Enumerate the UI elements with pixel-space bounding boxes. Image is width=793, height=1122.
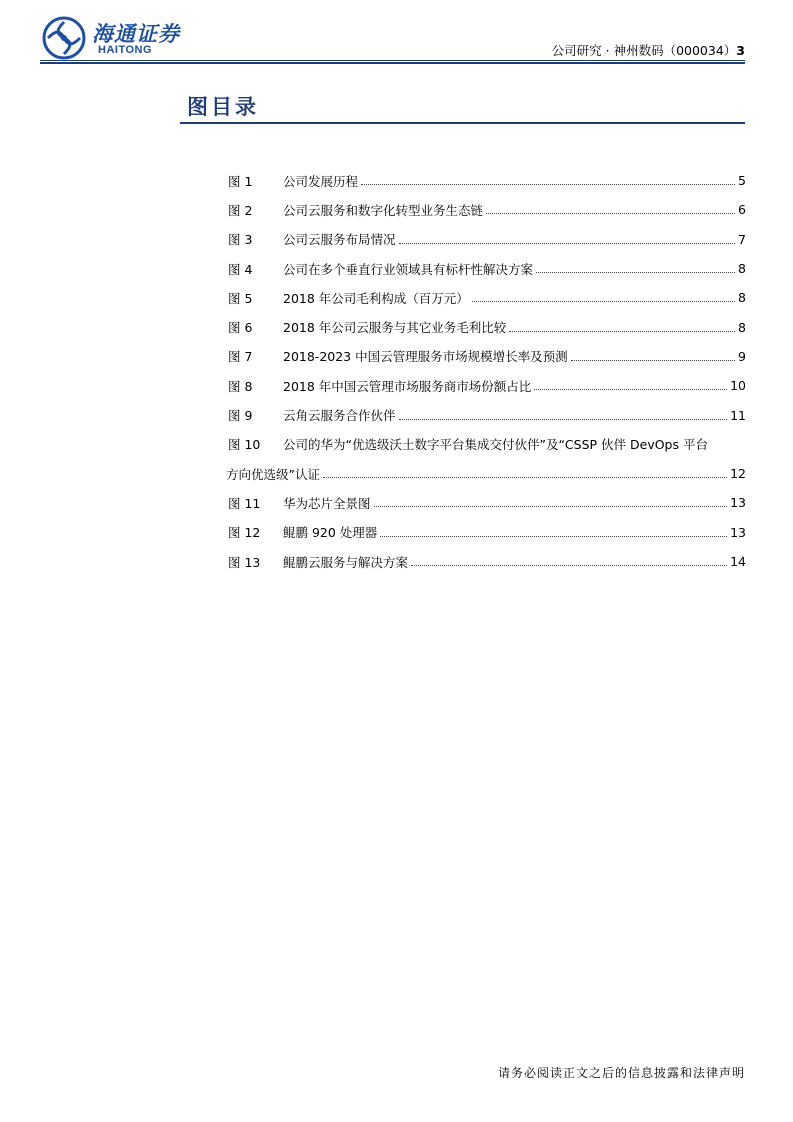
toc-leader	[361, 184, 735, 185]
toc-leader	[374, 506, 728, 507]
toc-text: 公司在多个垂直行业领域具有标杆性解决方案	[283, 261, 534, 277]
toc-label: 图 1	[228, 173, 253, 189]
header-page-number: 3	[736, 43, 745, 58]
toc-entry[interactable]	[228, 283, 746, 312]
toc-text: 公司云服务布局情况	[283, 232, 396, 248]
toc-label: 图 3	[228, 232, 253, 248]
toc-entry-multiline[interactable]	[228, 430, 746, 489]
toc-text: 2018 年公司云服务与其它业务毛利比较	[283, 320, 507, 336]
toc-page: 14	[730, 554, 746, 569]
toc-entry[interactable]	[228, 400, 746, 429]
toc-page: 8	[738, 319, 746, 335]
toc-page: 8	[738, 261, 746, 277]
toc-entry[interactable]	[228, 225, 746, 254]
toc-label: 图 2	[228, 202, 253, 218]
toc-page: 5	[738, 173, 746, 189]
toc-text: 华为芯片全景图	[283, 495, 371, 511]
toc-entry[interactable]	[228, 254, 746, 283]
toc-label: 图 10	[228, 437, 261, 453]
toc-entry[interactable]	[228, 166, 746, 195]
toc-label: 图 9	[228, 408, 253, 424]
header-divider	[40, 60, 745, 61]
toc-leader	[534, 389, 727, 390]
toc-text: 2018-2023 中国云管理服务市场规模增长率及预测	[283, 349, 568, 365]
toc-text: 鲲鹏云服务与解决方案	[283, 554, 409, 570]
toc-leader	[571, 360, 735, 361]
toc-text: 鲲鹏 920 处理器	[283, 525, 378, 541]
toc-text: 2018 年公司毛利构成（百万元）	[283, 290, 469, 306]
disclaimer-footer: 请务必阅读正文之后的信息披露和法律声明	[497, 1066, 745, 1080]
toc-page: 7	[738, 231, 746, 247]
figure-list	[228, 166, 746, 576]
toc-leader	[323, 477, 727, 478]
toc-label: 图 5	[228, 290, 253, 306]
toc-label: 图 4	[228, 261, 253, 277]
haitong-logo-icon	[42, 16, 86, 60]
toc-leader	[399, 243, 736, 244]
toc-label: 图 6	[228, 320, 253, 336]
toc-entry[interactable]	[228, 371, 746, 400]
toc-entry[interactable]	[228, 547, 746, 576]
toc-page: 9	[738, 348, 746, 364]
toc-label: 图 11	[228, 495, 261, 511]
header-divider-thick	[40, 62, 745, 64]
toc-page: 8	[738, 290, 746, 306]
page-title: 图目录	[187, 95, 259, 119]
toc-leader	[536, 272, 735, 273]
title-underline	[180, 122, 745, 124]
header-report-title: 公司研究 · 神州数码（000034）	[551, 43, 737, 58]
toc-text-line1: 公司的华为“优选级沃土数字平台集成交付伙伴”及“CSSP 伙伴 DevOps 平台	[283, 437, 708, 453]
toc-page: 6	[738, 202, 746, 218]
toc-entry[interactable]	[228, 195, 746, 224]
toc-label: 图 12	[228, 525, 261, 541]
logo-english-name: HAITONG	[98, 44, 153, 56]
toc-leader	[486, 213, 735, 214]
haitong-logo	[40, 14, 230, 64]
toc-page: 10	[730, 378, 746, 394]
toc-text: 2018 年中国云管理市场服务商市场份额占比	[283, 378, 532, 394]
toc-entry[interactable]	[228, 518, 746, 547]
toc-leader	[472, 301, 735, 302]
toc-label: 图 13	[228, 554, 261, 570]
toc-text: 云角云服务合作伙伴	[283, 408, 396, 424]
toc-leader	[380, 536, 727, 537]
toc-page: 12	[730, 466, 746, 482]
toc-text: 公司发展历程	[283, 173, 359, 189]
page-header	[40, 14, 745, 66]
logo-chinese-name: 海通证券	[92, 21, 180, 46]
toc-entry[interactable]	[228, 342, 746, 371]
toc-label: 图 8	[228, 378, 253, 394]
toc-entry[interactable]	[228, 312, 746, 341]
toc-label: 图 7	[228, 349, 253, 365]
toc-page: 11	[730, 407, 746, 423]
toc-text-line2: 方向优选级”认证	[226, 466, 320, 482]
toc-leader	[411, 565, 727, 566]
toc-page: 13	[730, 495, 746, 511]
header-report-info	[552, 41, 745, 59]
toc-leader	[399, 419, 728, 420]
toc-leader	[509, 331, 735, 332]
toc-text: 公司云服务和数字化转型业务生态链	[283, 202, 484, 218]
toc-entry[interactable]	[228, 488, 746, 517]
toc-page: 13	[730, 524, 746, 540]
